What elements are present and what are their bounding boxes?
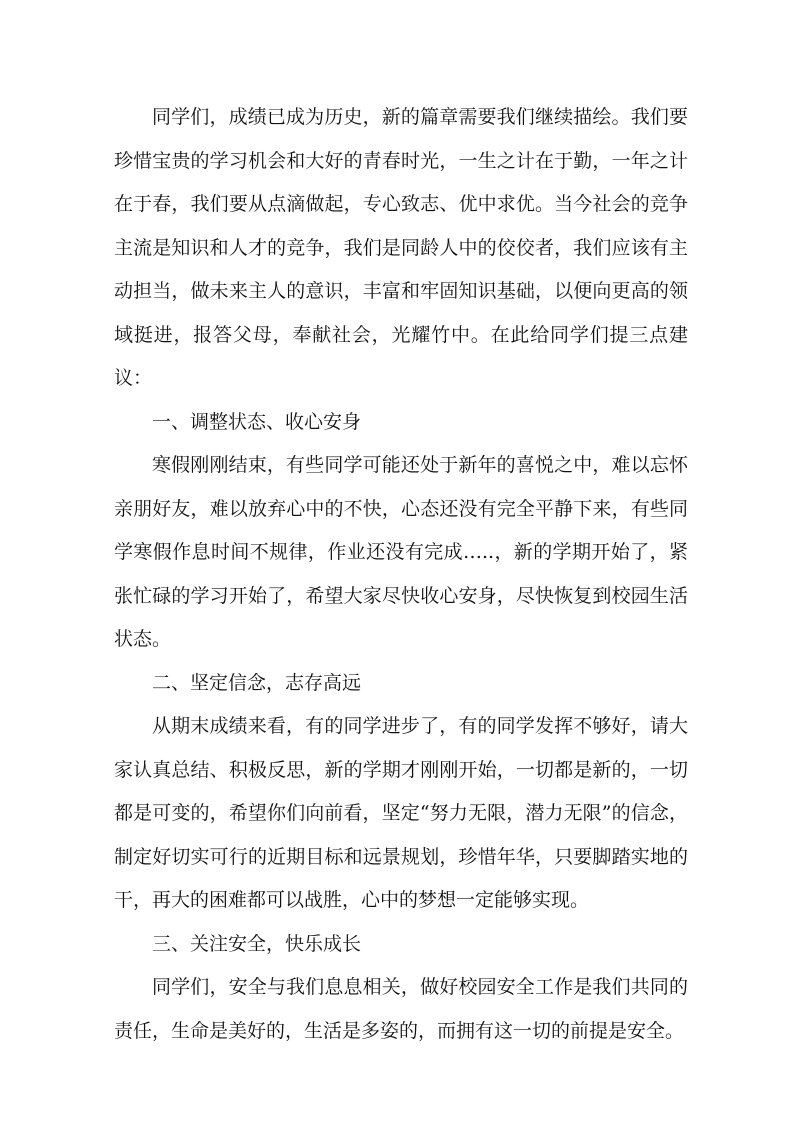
section-heading-firm-belief: 二、坚定信念，志存高远 [152,671,362,694]
section-paragraph-adjust-state: 寒假刚刚结束，有些同学可能还处于新年的喜悦之中，难以忘怀亲朋好友，难以放弃心中的不快，心态还没有完全平静下来，有些同学寒假作息时间不规律，作业还没有完成…..，新的学期开始了，紧张忙碌的学习开始了，希望大家尽快收心安身，尽快恢复到校园生活状态。 [114,454,688,650]
section-heading-adjust-state: 一、调整状态、收心安身 [152,410,362,433]
intro-paragraph: 同学们，成绩已成为历史，新的篇章需要我们继续描绘。我们要珍惜宝贵的学习机会和大好的青春时光，一生之计在于勤，一年之计在于春，我们要从点滴做起，专心致志、优中求优。当今社会的竞争主流是知识和人才的竞争，我们是同龄人中的佼佼者，我们应该有主动担当，做未来主人的意识，丰富和牢固知识基础，以便向更高的领域挺进，报答父母，奉献社会，光耀竹中。在此给同学们提三点建议： [114,106,688,389]
section-paragraph-safety: 同学们，安全与我们息息相关，做好校园安全工作是我们共同的责任，生命是美好的，生活是多姿的，而拥有这一切的前提是安全。 [114,976,688,1042]
section-heading-safety: 三、关注安全，快乐成长 [152,932,362,955]
document-body [114,96,688,1053]
section-paragraph-firm-belief: 从期末成绩来看，有的同学进步了，有的同学发挥不够好，请大家认真总结、积极反思，新的学期才刚刚开始，一切都是新的，一切都是可变的，希望你们向前看，坚定“努力无限，潜力无限”的信念，制定好切实可行的近期目标和远景规划，珍惜年华，只要脚踏实地的干，再大的困难都可以战胜，心中的梦想一定能够实现。 [114,715,688,911]
